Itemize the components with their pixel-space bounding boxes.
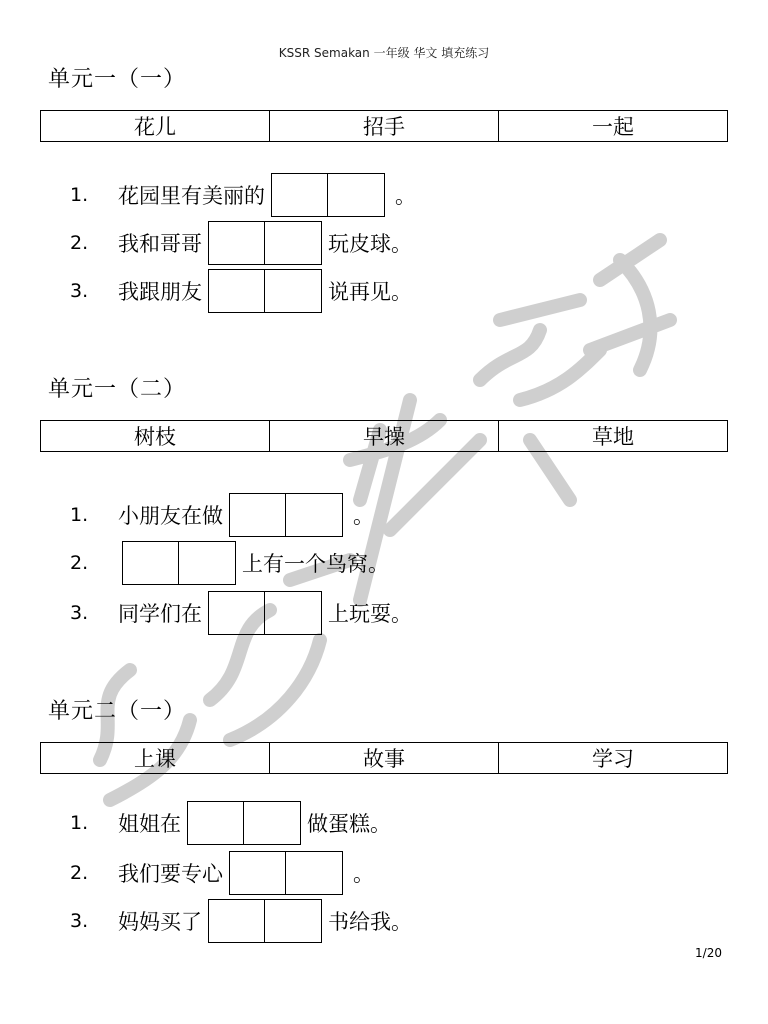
word-bank-cell: 招手 [269, 111, 498, 141]
word-bank [40, 742, 728, 774]
question-number: 3. [70, 280, 89, 302]
answer-box[interactable] [229, 851, 286, 895]
question-text-before: 我和哥哥 [118, 232, 202, 256]
question-row [70, 492, 374, 538]
answer-boxes[interactable] [208, 269, 322, 313]
question-text-after: 。 [353, 862, 374, 886]
answer-box[interactable] [265, 221, 322, 265]
answer-box[interactable] [265, 899, 322, 943]
word-bank-cell: 学习 [498, 743, 727, 773]
question-text-before: 妈妈买了 [118, 910, 202, 934]
section-title: 单元二（一） [48, 699, 187, 724]
question-text-after: 上玩耍。 [328, 602, 412, 626]
answer-boxes[interactable] [208, 591, 322, 635]
question-text-before: 花园里有美丽的 [118, 184, 265, 208]
answer-boxes[interactable] [229, 851, 343, 895]
word-bank-cell: 花儿 [134, 115, 176, 139]
answer-boxes[interactable] [208, 899, 322, 943]
question-text-after: 说再见。 [328, 280, 412, 304]
question-text-after: 上有一个鸟窝。 [242, 552, 389, 576]
question-row [70, 898, 412, 944]
answer-box[interactable] [187, 801, 244, 845]
answer-box[interactable] [208, 591, 265, 635]
word-bank-cell: 草地 [498, 421, 727, 451]
question-number: 3. [70, 602, 89, 624]
answer-boxes[interactable] [229, 493, 343, 537]
question-row [70, 172, 416, 218]
answer-box[interactable] [265, 591, 322, 635]
word-bank [40, 110, 728, 142]
word-bank [40, 420, 728, 452]
answer-box[interactable] [286, 493, 343, 537]
question-number: 2. [70, 862, 89, 884]
question-text-after: 。 [353, 504, 374, 528]
question-text-before: 同学们在 [118, 602, 202, 626]
answer-box[interactable] [271, 173, 328, 217]
question-number: 3. [70, 910, 89, 932]
answer-box[interactable] [208, 899, 265, 943]
page-number: 1/20 [695, 946, 722, 960]
question-text-after: 书给我。 [328, 910, 412, 934]
word-bank-cell: 上课 [134, 747, 176, 771]
question-text-after: 做蛋糕。 [307, 812, 391, 836]
question-number: 1. [70, 184, 89, 206]
word-bank-cell: 早操 [269, 421, 498, 451]
word-bank-cell: 故事 [269, 743, 498, 773]
answer-box[interactable] [244, 801, 301, 845]
answer-box[interactable] [328, 173, 385, 217]
section-title: 单元一（二） [48, 377, 187, 402]
question-number: 1. [70, 504, 89, 526]
answer-box[interactable] [208, 221, 265, 265]
word-bank-cell: 树枝 [134, 425, 176, 449]
question-row [70, 540, 389, 586]
question-row [70, 220, 412, 266]
question-text-before: 姐姐在 [118, 812, 181, 836]
answer-box[interactable] [208, 269, 265, 313]
answer-boxes[interactable] [271, 173, 385, 217]
word-bank-cell: 一起 [498, 111, 727, 141]
question-text-before: 小朋友在做 [118, 504, 223, 528]
answer-boxes[interactable] [187, 801, 301, 845]
answer-box[interactable] [122, 541, 179, 585]
page-header: KSSR Semakan 一年级 华文 填充练习 [278, 46, 490, 60]
question-number: 2. [70, 232, 89, 254]
answer-box[interactable] [286, 851, 343, 895]
question-row [70, 268, 412, 314]
question-number: 2. [70, 552, 89, 574]
question-number: 1. [70, 812, 89, 834]
answer-box[interactable] [179, 541, 236, 585]
question-row [70, 800, 391, 846]
section-title: 单元一（一） [48, 67, 187, 92]
question-row [70, 850, 374, 896]
answer-box[interactable] [229, 493, 286, 537]
answer-box[interactable] [265, 269, 322, 313]
question-text-before: 我跟朋友 [118, 280, 202, 304]
answer-boxes[interactable] [208, 221, 322, 265]
question-text-before: 我们要专心 [118, 862, 223, 886]
question-row [70, 590, 412, 636]
question-text-after: 玩皮球。 [328, 232, 412, 256]
answer-boxes[interactable] [122, 541, 236, 585]
question-text-after: 。 [395, 184, 416, 208]
